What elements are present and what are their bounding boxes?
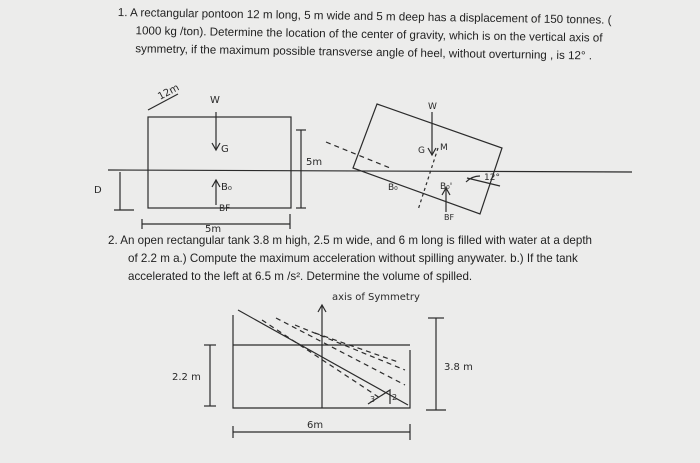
problem-2-line-3: accelerated to the left at 6.5 m /s². Determine the volume of spilled. xyxy=(128,270,473,283)
label-tilted-weight: W xyxy=(428,102,437,112)
label-depth: 5m xyxy=(306,157,323,168)
label-tilted-bf: BF xyxy=(444,213,455,222)
label-tilted-m: M xyxy=(440,143,448,153)
label-axis-of-symmetry: axis of Symmetry xyxy=(332,292,420,303)
problem-2-line-2: of 2.2 m a.) Compute the maximum acceleration without spilling anywater. b.) If the tank xyxy=(128,252,578,265)
label-slope-3: 3 xyxy=(370,395,376,404)
label-tilted-b0: B₀ xyxy=(388,183,398,193)
tilted-surface-line xyxy=(238,310,408,405)
label-length: 12m xyxy=(156,82,182,103)
pontoon-figure xyxy=(108,94,632,229)
label-tilted-b: B₀' xyxy=(440,182,453,192)
problem-1-line-1: 1. A rectangular pontoon 12 m long, 5 m wide and 5 m deep has a displacement of 150 tonnes. ( xyxy=(117,5,612,27)
problem-2-line-1: 2. An open rectangular tank 3.8 m high, 2.5 m wide, and 6 m long is filled with water at a depth xyxy=(108,234,592,247)
pontoon-upright xyxy=(148,117,291,208)
label-tank-depth: 2.2 m xyxy=(172,372,201,383)
label-tank-height: 3.8 m xyxy=(444,362,473,373)
label-tilted-g: G xyxy=(418,146,425,156)
label-cg: G xyxy=(221,144,229,155)
label-angle: 12° xyxy=(484,173,500,183)
label-buoyancy: B₀ xyxy=(221,182,232,193)
waterline xyxy=(108,170,632,172)
label-weight: W xyxy=(210,95,220,106)
problem-1-line-2: 1000 kg /ton). Determine the location of the center of gravity, which is on the vertical axis of xyxy=(135,24,603,45)
problem-1-line-3: symmetry, if the maximum possible transverse angle of heel, without overturning , is 12° . xyxy=(135,42,593,63)
label-draft: D xyxy=(94,185,102,196)
label-bf: BF xyxy=(219,204,231,214)
label-tank-length: 6m xyxy=(307,420,324,431)
tank-figure xyxy=(204,305,446,440)
label-width: 5m xyxy=(205,224,222,235)
label-slope-2: 2 xyxy=(392,393,398,402)
pontoon-tilted xyxy=(353,104,502,214)
